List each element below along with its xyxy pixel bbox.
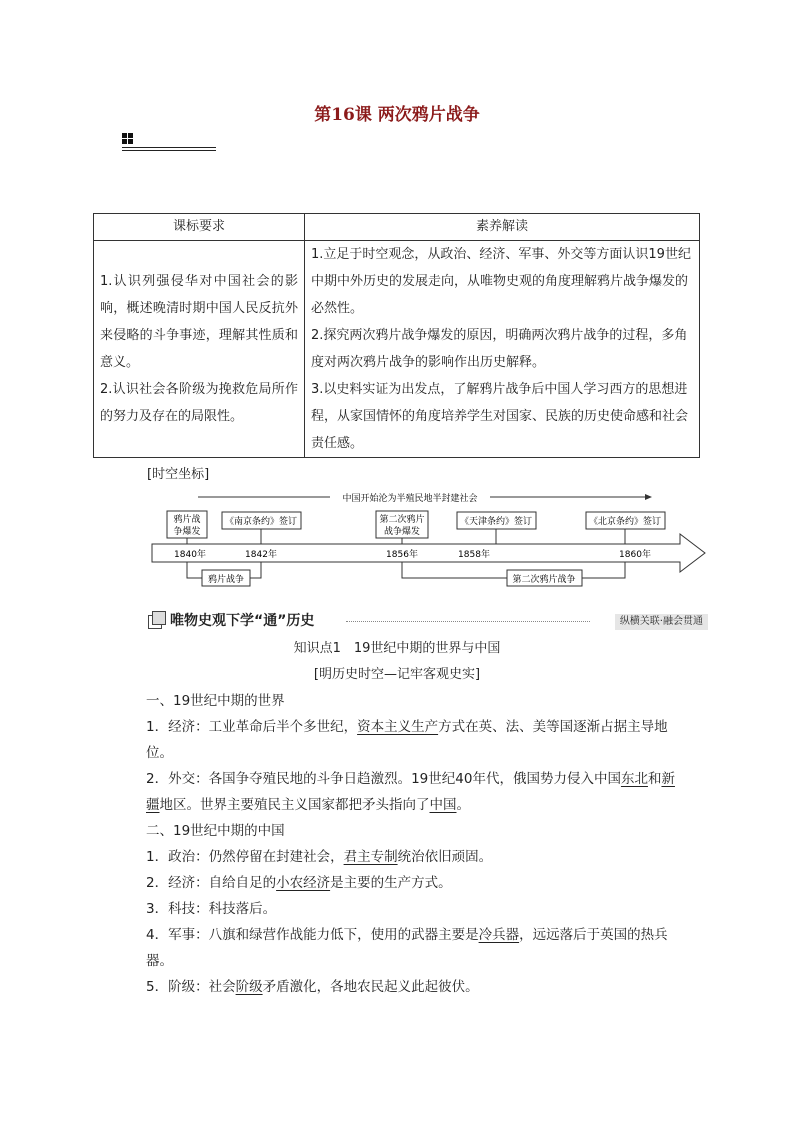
paragraph: 4．军事：八旗和绿营作战能力低下，使用的武器主要是冷兵器，远远落后于英国的热兵器。 bbox=[146, 927, 668, 969]
content-body bbox=[119, 688, 687, 1000]
section-marker-icon bbox=[122, 131, 216, 153]
event-box bbox=[376, 511, 428, 538]
paragraph: 2．经济：自给自足的小农经济是主要的生产方式。 bbox=[146, 875, 452, 891]
knowledge-heading: 知识点1 19世纪中期的世界与中国 bbox=[293, 641, 501, 656]
heading-china: 二、19世纪中期的中国 bbox=[146, 823, 285, 839]
year-label: 1842年 bbox=[245, 550, 277, 560]
svg-text:《南京条约》签订: 《南京条约》签订 bbox=[224, 517, 298, 527]
event-box bbox=[222, 512, 301, 529]
header-standards: 课标要求 bbox=[94, 214, 305, 241]
standards-cell bbox=[94, 241, 305, 458]
svg-text:战争爆发: 战争爆发 bbox=[383, 527, 421, 537]
band-divider bbox=[346, 621, 590, 622]
paragraph: 1．经济：工业革命后半个多世纪，资本主义生产方式在英、法、美等国逐渐占据主导地位。 bbox=[146, 719, 668, 761]
paragraph: 3．科技：科技落后。 bbox=[146, 901, 277, 917]
literacy-item: 2.探究两次鸦片战争爆发的原因，明确两次鸦片战争的过程，多角度对两次鸦片战争的影响作出历史解释。 bbox=[311, 328, 688, 370]
lesson-title: 第16课 两次鸦片战争 bbox=[314, 105, 480, 125]
paragraph: 1．政治：仍然停留在封建社会，君主专制统治依旧顽固。 bbox=[146, 849, 493, 865]
band-title: 唯物史观下学“通”历史 bbox=[170, 613, 315, 629]
header-literacy: 素养解读 bbox=[305, 214, 700, 241]
war2-label: 第二次鸦片战争 bbox=[512, 575, 576, 585]
paragraph: 2．外交：各国争夺殖民地的斗争日趋激烈。19世纪40年代，俄国势力侵入中国东北和新疆地区。世界主要殖民主义国家都把矛头指向了中国。 bbox=[146, 771, 675, 813]
year-label: 1858年 bbox=[458, 550, 490, 560]
year-label: 1860年 bbox=[619, 550, 651, 560]
timeline-diagram bbox=[140, 484, 710, 594]
svg-text:第二次鸦片: 第二次鸦片 bbox=[379, 515, 425, 525]
curriculum-table bbox=[93, 213, 700, 458]
svg-text:《北京条约》签订: 《北京条约》签订 bbox=[588, 517, 662, 527]
event-box bbox=[167, 511, 207, 538]
knowledge-subheading: [明历史时空—记牢客观史实] bbox=[313, 667, 481, 682]
literacy-cell bbox=[305, 241, 700, 458]
standard-item: 2.认识社会各阶级为挽救危局所作的努力及存在的局限性。 bbox=[100, 382, 298, 424]
svg-text:争爆发: 争爆发 bbox=[173, 527, 201, 537]
section-band bbox=[148, 611, 708, 631]
year-label: 1856年 bbox=[386, 550, 418, 560]
svg-text:鸦片战: 鸦片战 bbox=[173, 515, 201, 525]
war1-label: 鸦片战争 bbox=[207, 575, 245, 585]
literacy-item: 1.立足于时空观念，从政治、经济、军事、外交等方面认识19世纪中期中外历史的发展走向，从唯物史观的角度理解鸦片战争爆发的必然性。 bbox=[311, 247, 691, 316]
event-box bbox=[457, 512, 536, 529]
band-square-icon bbox=[152, 611, 166, 625]
svg-text:《天津条约》签订: 《天津条约》签订 bbox=[459, 517, 533, 527]
standard-item: 1.认识列强侵华对中国社会的影响，概述晚清时期中国人民反抗外来侵略的斗争事迹，理解其性质和意义。 bbox=[100, 274, 298, 370]
literacy-item: 3.以史料实证为出发点，了解鸦片战争后中国人学习西方的思想进程，从家国情怀的角度培养学生对国家、民族的历史使命感和社会责任感。 bbox=[311, 382, 689, 451]
year-label: 1840年 bbox=[174, 550, 206, 560]
top-caption-arrowhead bbox=[645, 494, 652, 500]
spacetime-label: [时空坐标] bbox=[147, 467, 210, 482]
heading-world: 一、19世纪中期的世界 bbox=[146, 693, 285, 709]
event-box bbox=[586, 512, 665, 529]
paragraph: 5．阶级：社会阶级矛盾激化，各地农民起义此起彼伏。 bbox=[146, 979, 479, 995]
top-caption: 中国开始沦为半殖民地半封建社会 bbox=[342, 494, 478, 504]
band-tag: 纵横关联·融会贯通 bbox=[615, 614, 708, 630]
